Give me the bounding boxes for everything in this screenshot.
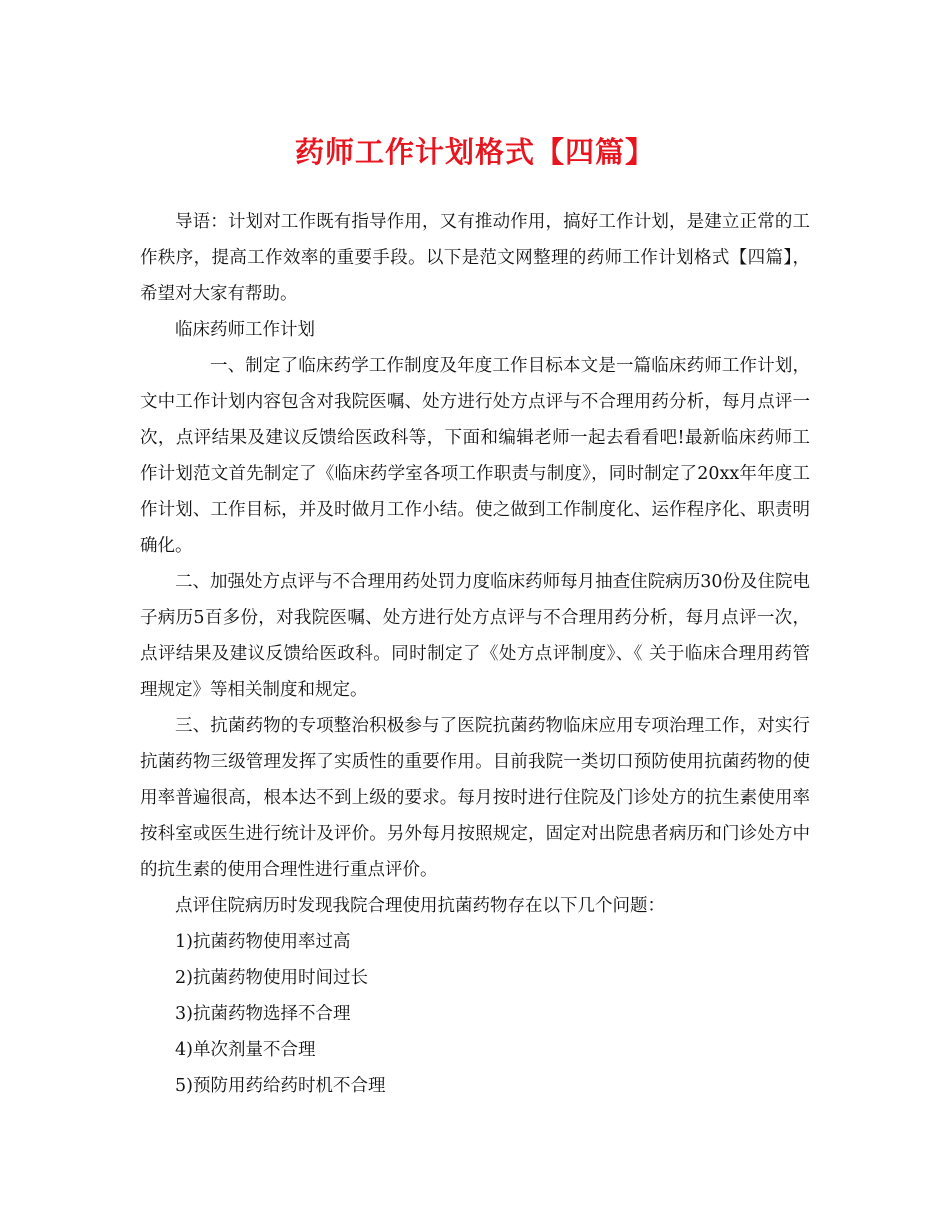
paragraph-2: 二、加强处方点评与不合理用药处罚力度临床药师每月抽查住院病历30份及住院电子病历5百多份，对我院医嘱、处方进行处方点评与不合理用药分析，每月点评一次，点评结果及建议反馈给医政科。同时制定了《处方点评制度》、《 关于临床合理用药管理规定》等相关制度和规定。 xyxy=(140,572,810,700)
paragraph-1: 一、制定了临床药学工作制度及年度工作目标本文是一篇临床药师工作计划，文中工作计划内容包含对我院医嘱、处方进行处方点评与不合理用药分析，每月点评一次，点评结果及建议反馈给医政科等，下面和编辑老师一起去看看吧!最新临床药师工作计划范文首先制定了《临床药学室各项工作职责与制度》，同时制定了20xx年年度工作计划、工作目标，并及时做月工作小结。使之做到工作制度化、运作程序化、职责明确化。 xyxy=(140,356,810,556)
issue-item-3: 3)抗菌药物选择不合理 xyxy=(175,1004,351,1024)
intro-paragraph: 导语：计划对工作既有指导作用，又有推动作用，搞好工作计划，是建立正常的工作秩序，提高工作效率的重要手段。以下是范文网整理的药师工作计划格式【四篇】，希望对大家有帮助。 xyxy=(140,212,810,304)
issue-item-2: 2)抗菌药物使用时间过长 xyxy=(175,968,368,988)
paragraph-3: 三、抗菌药物的专项整治积极参与了医院抗菌药物临床应用专项治理工作，对实行抗菌药物三级管理发挥了实质性的重要作用。目前我院一类切口预防使用抗菌药物的使用率普遍很高，根本达不到上级的要求。每月按时进行住院及门诊处方的抗生素使用率按科室或医生进行统计及评价。另外每月按照规定，固定对出院患者病历和门诊处方中的抗生素的使用合理性进行重点评价。 xyxy=(140,716,810,880)
document-title: 药师工作计划格式【四篇】 xyxy=(294,135,655,169)
paragraph-4: 点评住院病历时发现我院合理使用抗菌药物存在以下几个问题： xyxy=(175,896,665,916)
issue-item-4: 4)单次剂量不合理 xyxy=(175,1040,316,1060)
issue-item-1: 1)抗菌药物使用率过高 xyxy=(175,932,351,952)
document-body xyxy=(140,204,810,1104)
issue-item-5: 5)预防用药给药时机不合理 xyxy=(175,1076,386,1096)
section-heading: 临床药师工作计划 xyxy=(175,320,315,340)
